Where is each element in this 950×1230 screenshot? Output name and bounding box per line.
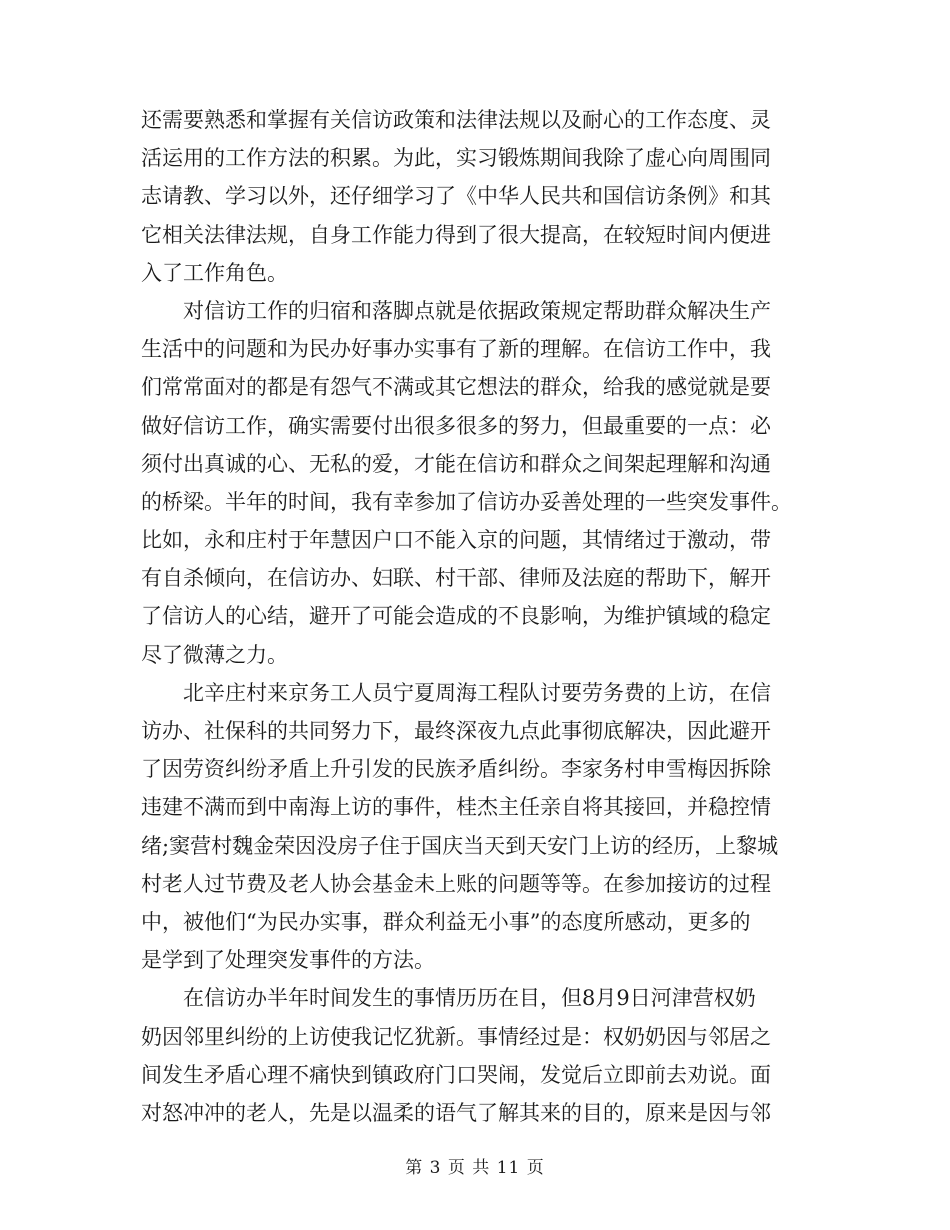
text-line: 志请教、学习以外，还仔细学习了《中华人民共和国信访条例》和其	[141, 184, 771, 209]
text-line: 还需要熟悉和掌握有关信访政策和法律法规以及耐心的工作态度、灵	[141, 108, 771, 132]
text-line: 尽了微薄之力。	[141, 642, 288, 667]
text-line: 绪;窦营村魏金荣因没房子住于国庆当天到天安门上访的经历，上黎城	[141, 833, 779, 858]
text-line: 活运用的工作方法的积累。为此，实习锻炼期间我除了虚心向周围同	[141, 146, 771, 171]
text-line: 了因劳资纠纷矛盾上升引发的民族矛盾纠纷。李家务村申雪梅因拆除	[141, 757, 771, 782]
text-line: 们常常面对的都是有怨气不满或其它想法的群众，给我的感觉就是要	[141, 375, 771, 400]
text-line: 生活中的问题和为民办好事办实事有了新的理解。在信访工作中，我	[141, 337, 771, 362]
text-line: 北辛庄村来京务工人员宁夏周海工程队讨要劳务费的上访，在信	[141, 680, 771, 705]
text-line: 访办、社保科的共同努力下，最终深夜九点此事彻底解决，因此避开	[141, 719, 771, 743]
text-line: 村老人过节费及老人协会基金未上账的问题等等。在参加接访的过程	[141, 871, 771, 896]
text-line: 做好信访工作，确实需要付出很多很多的努力，但最重要的一点：必	[141, 413, 771, 438]
page-number-footer: 第 3 页 共 11 页	[405, 1158, 545, 1178]
text-line: 的桥梁。半年的时间，我有幸参加了信访办妥善处理的一些突发事件。	[141, 489, 792, 514]
text-line: 它相关法律法规，自身工作能力得到了很大提高，在较短时间内便进	[141, 222, 771, 247]
text-line: 入了工作角色。	[141, 260, 288, 285]
text-line: 是学到了处理突发事件的方法。	[141, 948, 435, 973]
text-line: 在信访办半年时间发生的事情历历在目，但8月9日河津营权奶	[141, 986, 756, 1011]
text-line: 了信访人的心结，避开了可能会造成的不良影响，为维护镇域的稳定	[141, 604, 771, 629]
text-line: 中，被他们“为民办实事，群众利益无小事”的态度所感动，更多的	[141, 909, 751, 934]
document-body	[141, 101, 801, 1132]
text-line: 有自杀倾向，在信访办、妇联、村干部、律师及法庭的帮助下，解开	[141, 566, 771, 591]
text-line: 须付出真诚的心、无私的爱，才能在信访和群众之间架起理解和沟通	[141, 451, 771, 476]
text-line: 对信访工作的归宿和落脚点就是依据政策规定帮助群众解决生产	[141, 298, 771, 323]
text-line: 间发生矛盾心理不痛快到镇政府门口哭闹，发觉后立即前去劝说。面	[141, 1062, 771, 1087]
text-line: 对怒冲冲的老人，先是以温柔的语气了解其来的目的，原来是因与邻	[141, 1100, 771, 1125]
text-line: 比如，永和庄村于年慧因户口不能入京的问题，其情绪过于激动，带	[141, 528, 771, 553]
text-line: 违建不满而到中南海上访的事件，桂杰主任亲自将其接回，并稳控情	[141, 795, 771, 820]
text-line: 奶因邻里纠纷的上访使我记忆犹新。事情经过是：权奶奶因与邻居之	[141, 1024, 771, 1049]
